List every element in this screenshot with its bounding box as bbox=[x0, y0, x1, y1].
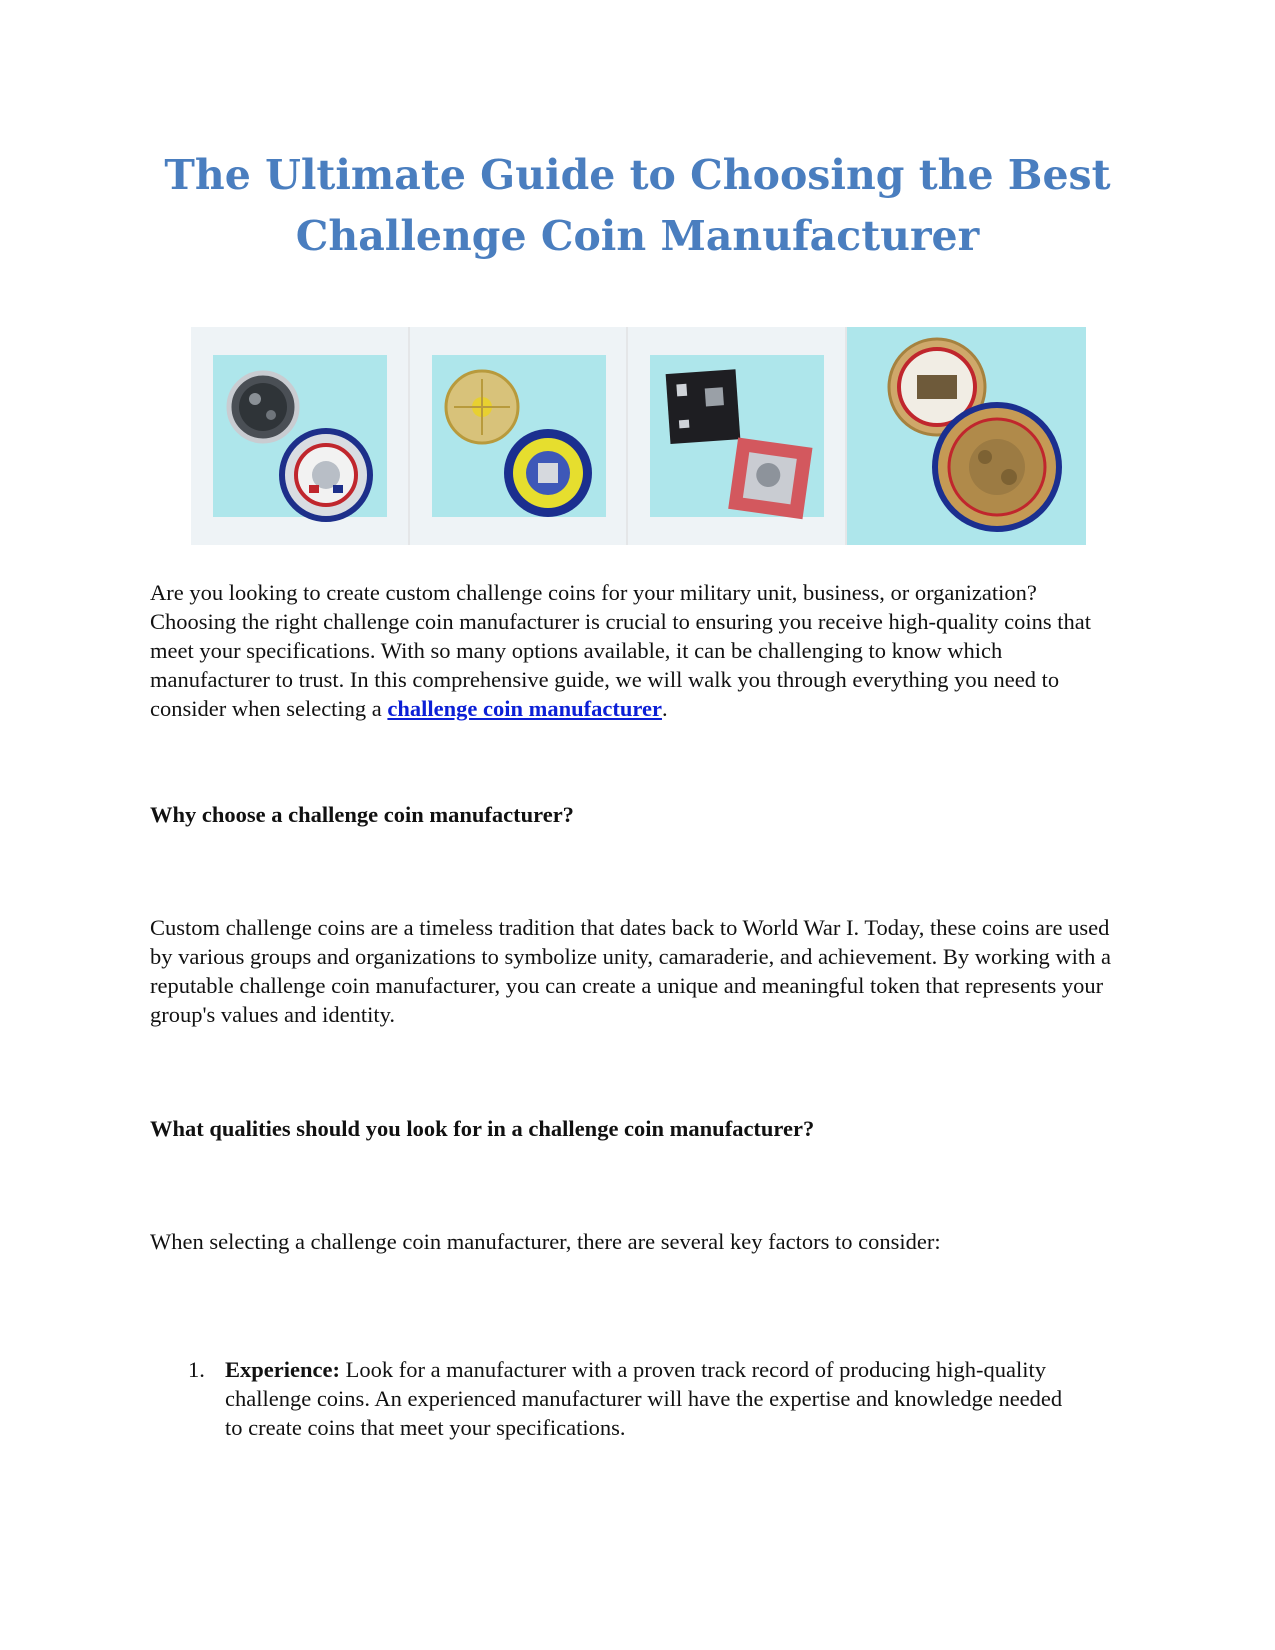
why-paragraph: Custom challenge coins are a timeless tradition that dates back to World War I. Today, these coins are used by various groups and organizations to symbolize unity, camaraderie, and achievement. By working with a reputable challenge coin manufacturer, you can create a unique and meaningful token that represents your group's values and identity. bbox=[150, 915, 1111, 1027]
intro-period: . bbox=[661, 696, 668, 721]
title-line-1: The Ultimate Guide to Choosing the Best bbox=[164, 151, 1111, 199]
coin-photo-2 bbox=[410, 327, 629, 545]
qualities-intro-paragraph: When selecting a challenge coin manufacturer, there are several key factors to consider: bbox=[150, 1229, 941, 1254]
section-heading-qualities: What qualities should you look for in a challenge coin manufacturer? bbox=[150, 1116, 815, 1141]
list-item-text: Look for a manufacturer with a proven track record of producing high-quality challenge coins. An experienced manufacturer will have the expertise and knowledge needed to create coins that meet your specifications. bbox=[225, 1357, 1063, 1440]
coin-photo-strip bbox=[191, 327, 1086, 545]
title-line-2: Challenge Coin Manufacturer bbox=[295, 212, 980, 260]
intro-paragraph bbox=[150, 578, 1125, 723]
page-title bbox=[150, 145, 1125, 267]
coin-photo-3 bbox=[628, 327, 847, 545]
list-item-content bbox=[225, 1355, 1068, 1442]
section-heading-why: Why choose a challenge coin manufacturer? bbox=[150, 802, 574, 827]
coin-photo-4 bbox=[847, 327, 1086, 545]
list-item bbox=[188, 1355, 1068, 1442]
challenge-coin-manufacturer-link[interactable]: challenge coin manufacturer bbox=[387, 696, 662, 721]
coin-photo-1 bbox=[191, 327, 410, 545]
list-item-number: 1. bbox=[188, 1357, 205, 1382]
intro-text: Are you looking to create custom challenge coins for your military unit, business, or organization? Choosing the right challenge coin manufacturer is crucial to ensuring you receive high-quality coins that meet your specifications. With so many options available, it can be challenging to know which manufacturer to trust. In this comprehensive guide, we will walk you through everything you need to consider when selecting a bbox=[150, 580, 1091, 721]
list-item-label: Experience: bbox=[225, 1357, 340, 1382]
